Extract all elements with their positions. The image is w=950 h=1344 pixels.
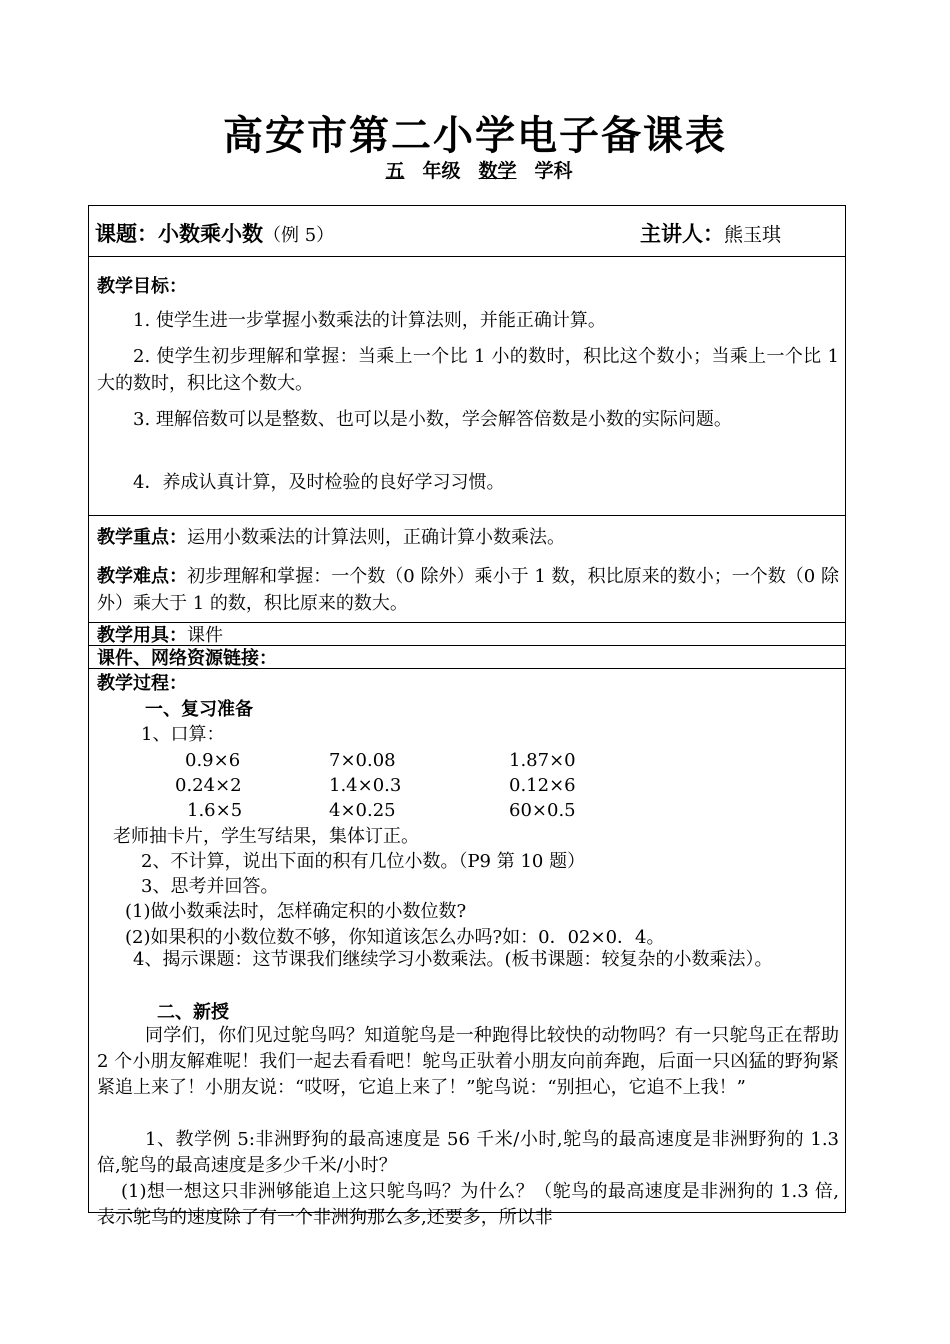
oral-item: 1.6×5 bbox=[187, 800, 243, 821]
objectives-row bbox=[89, 257, 845, 516]
review-heading: 一、复习准备 bbox=[145, 699, 253, 720]
objectives-heading: 教学目标： bbox=[97, 276, 187, 297]
oral-item: 0.24×2 bbox=[175, 775, 242, 796]
speaker-label: 主讲人： bbox=[640, 221, 724, 246]
grade-subject-line bbox=[0, 156, 950, 183]
oral-item: 7×0.08 bbox=[329, 750, 396, 771]
oral-item: 1.4×0.3 bbox=[329, 775, 402, 796]
lesson-plan-table bbox=[88, 205, 846, 1228]
process-item-2: 2、不计算，说出下面的积有几位小数。（P9 第 10 题） bbox=[141, 851, 586, 872]
objective-3: 3. 理解倍数可以是整数、也可以是小数，学会解答倍数是小数的实际问题。 bbox=[133, 409, 732, 430]
difficulty-label: 教学难点： bbox=[97, 566, 188, 587]
oral-item: 1.87×0 bbox=[509, 750, 576, 771]
objective-1: 1. 使学生进一步掌握小数乘法的计算法则，并能正确计算。 bbox=[133, 310, 606, 331]
oral-item: 60×0.5 bbox=[509, 800, 576, 821]
grade-value: 五 bbox=[385, 160, 405, 182]
example-5-paragraph: 1、教学例 5:非洲野狗的最高速度是 56 千米/小时,鸵鸟的最高速度是非洲野狗的 1.3 倍,鸵鸟的最高速度是多少千米/小时？ bbox=[97, 1129, 839, 1176]
teacher-note: 老师抽卡片，学生写结果，集体订正。 bbox=[113, 826, 419, 847]
objective-4: 4．养成认真计算，及时检验的良好学习习惯。 bbox=[133, 472, 505, 493]
topic-label: 课题： bbox=[95, 221, 158, 246]
process-item-4: 4、揭示课题：这节课我们继续学习小数乘法。(板书课题：较复杂的小数乘法）。 bbox=[133, 949, 773, 970]
page-title: 高安市第二小学电子备课表 bbox=[223, 112, 727, 159]
tools-row bbox=[89, 623, 845, 646]
tools-label: 教学用具： bbox=[97, 625, 187, 646]
oral-item: 4×0.25 bbox=[329, 800, 396, 821]
topic-row bbox=[89, 206, 845, 257]
tools-text: 课件 bbox=[187, 625, 223, 646]
grade-label: 年级 bbox=[422, 160, 461, 182]
resources-row bbox=[89, 646, 845, 669]
oral-item: 0.12×6 bbox=[509, 775, 576, 796]
new-lesson-heading: 二、新授 bbox=[157, 1002, 229, 1023]
focus-label: 教学重点： bbox=[97, 527, 187, 548]
ostrich-question: (1)想一想这只非洲够能追上这只鸵鸟吗？为什么？（鸵鸟的最高速度是非洲狗的 1.3 倍,表示鸵鸟的速度除了有一个非洲狗那么多,还要多，所以非 bbox=[97, 1181, 839, 1228]
key-points-row bbox=[89, 516, 845, 623]
oral-item: 0.9×6 bbox=[185, 750, 241, 771]
oral-label: 1、口算： bbox=[141, 724, 225, 745]
topic-title: 小数乘小数 bbox=[158, 221, 263, 246]
resources-label: 课件、网络资源链接： bbox=[97, 648, 277, 669]
process-heading: 教学过程： bbox=[97, 673, 187, 694]
question-2: (2)如果积的小数位数不够，你知道该怎么办吗?如：0．02×0．4。 bbox=[125, 927, 665, 948]
objective-2: 2. 使学生初步理解和掌握：当乘上一个比 1 小的数时，积比这个数小；当乘上一个比 1 大的数时，积比这个数大。 bbox=[97, 346, 839, 394]
focus-text: 运用小数乘法的计算法则，正确计算小数乘法。 bbox=[187, 527, 565, 548]
difficulty-text: 初步理解和掌握：一个数（0 除外）乘小于 1 数，积比原来的数小；一个数（0 除外）乘大于 1 的数，积比原来的数大。 bbox=[97, 566, 839, 614]
speaker-name: 熊玉琪 bbox=[724, 224, 782, 246]
subject-value: 数学 bbox=[478, 160, 517, 182]
story-paragraph: 同学们，你们见过鸵鸟吗？知道鸵鸟是一种跑得比较快的动物吗？有一只鸵鸟正在帮助 2 个小朋友解难呢！我们一起去看看吧！鸵鸟正驮着小朋友向前奔跑，后面一只凶猛的野狗紧紧追上来了！小朋友说：“哎呀，它追上来了！”鸵鸟说：“别担心，它追不上我！” bbox=[97, 1025, 839, 1098]
process-section bbox=[89, 669, 845, 1228]
question-1: (1)做小数乘法时，怎样确定积的小数位数? bbox=[125, 901, 467, 922]
topic-example: （例 5） bbox=[263, 225, 335, 246]
subject-label: 学科 bbox=[534, 160, 573, 182]
process-item-3: 3、思考并回答。 bbox=[141, 876, 279, 897]
